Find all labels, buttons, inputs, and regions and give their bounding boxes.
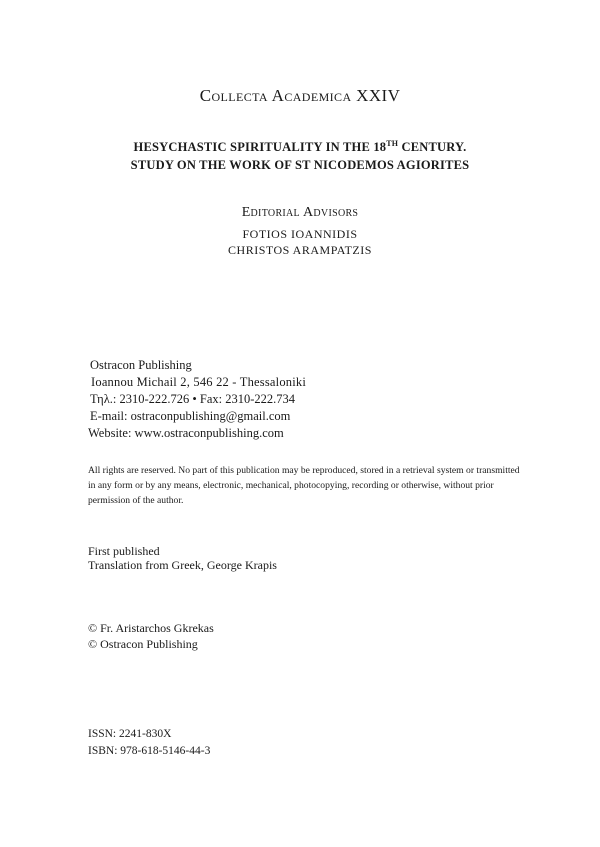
advisor-name: CHRISTOS ARAMPATZIS (228, 243, 372, 257)
book-title-superscript: TH (386, 139, 399, 148)
advisor-name: FOTIOS IOANNIDIS (242, 227, 358, 241)
book-title-line-1 (0, 139, 600, 155)
isbn: ISBN: 978-618-5146-44-3 (88, 745, 211, 757)
rights-notice: All rights are reserved. No part of this publication may be reproduced, stored in a retrieval system or transmitted in any form or by any means, electronic, mechanical, photocopying, recording or otherwise, without prior permission of the author. (88, 465, 520, 507)
book-title-line-2: STUDY ON THE WORK OF ST NICODEMOS AGIORITES (130, 158, 470, 172)
editorial-advisors-heading: Editorial Advisors (241, 205, 359, 220)
publisher-website: Website: www.ostraconpublishing.com (88, 426, 284, 440)
publisher-name: Ostracon Publishing (90, 358, 192, 372)
publisher-email: E-mail: ostraconpublishing@gmail.com (90, 409, 291, 423)
book-title-line-1-end: CENTURY. (398, 140, 467, 155)
publisher-phone: Τηλ.: 2310-222.726 • Fax: 2310-222.734 (90, 392, 296, 406)
issn: ISSN: 2241-830X (88, 728, 172, 740)
first-published: First published (88, 544, 160, 558)
publisher-address: Ioannou Michail 2, 546 22 - Thessaloniki (91, 375, 307, 389)
copyright-publisher: © Ostracon Publishing (88, 637, 198, 651)
series-title: Collecta Academica XXIV (199, 86, 401, 105)
copyright-author: © Fr. Aristarchos Gkrekas (88, 621, 214, 635)
book-title-line-1-main: HESYCHASTIC SPIRITUALITY IN THE 18 (133, 140, 387, 155)
translation-credit: Translation from Greek, George Krapis (88, 558, 277, 572)
